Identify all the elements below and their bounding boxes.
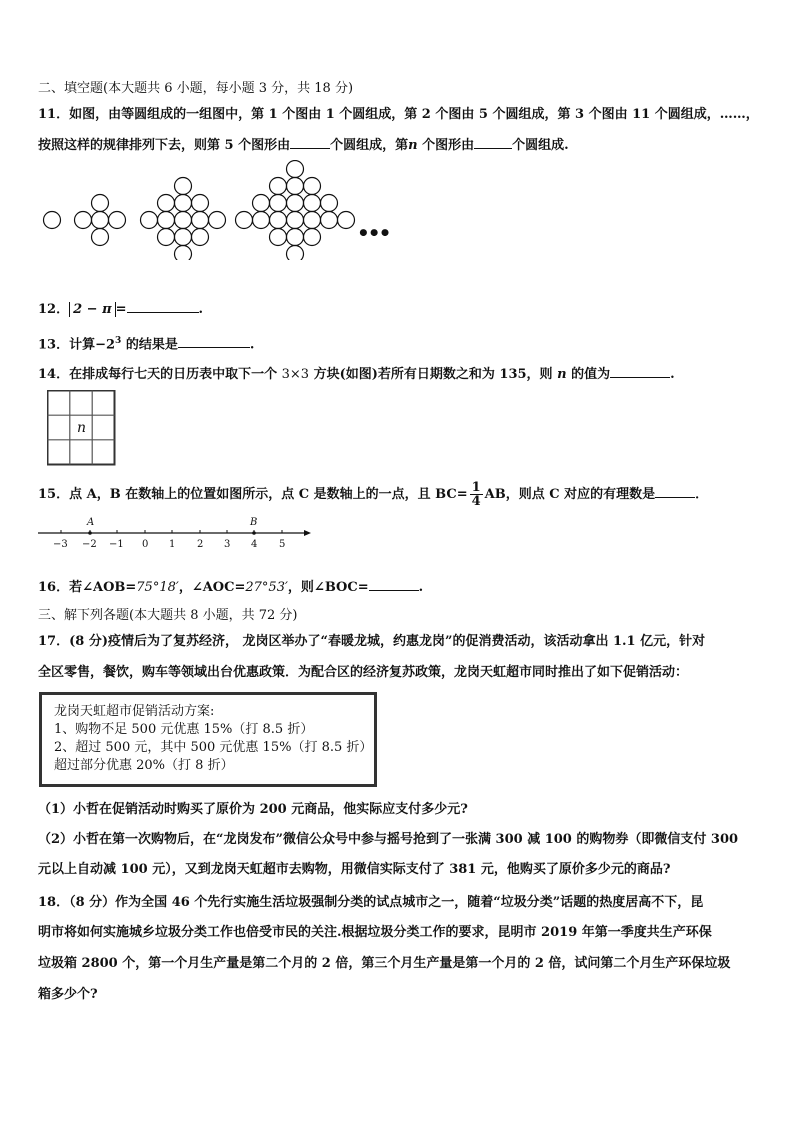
question-17-line-2: 全区零售，餐饮，购车等领域出台优惠政策．为配合区的经济复苏政策，龙岗天虹超市同时推出了如下促销活动：	[38, 665, 689, 680]
section-heading: 二、填空题(本大题共 6 小题，每小题 3 分，共 18 分)	[38, 81, 354, 96]
question-16: 16．若∠AOB=75°18′，∠AOC=27°53′，则∠BOC= .	[38, 577, 423, 596]
promotion-title: 龙岗天虹超市促销活动方案:	[54, 704, 215, 719]
question-18-line-3: 垃圾箱 2800 个，第一个月生产量是第二个月的 2 倍，第三个月生产量是第一个月的 2 倍，试问第二个月生产环保垃圾	[38, 956, 731, 971]
tick-label: −1	[109, 539, 124, 550]
question-12: 12． 2 − π = .	[38, 299, 203, 318]
tick-label: 5	[279, 539, 286, 550]
promotion-box	[39, 692, 377, 787]
ellipsis-dots: •••	[357, 221, 390, 245]
question-13: 13．计算$-2^3$ 的结果是 .	[38, 336, 255, 353]
tick-label: 3	[224, 539, 231, 550]
calendar-grid-figure	[47, 390, 117, 466]
section-heading: 三、解下列各题(本大题共 8 小题，共 72 分)	[38, 608, 298, 623]
tick-label: 1	[169, 539, 176, 550]
tick-label: 0	[142, 539, 149, 550]
pattern-3	[141, 178, 226, 261]
question-11-line-1: 11．如图，由等圆组成的一组图中，第 1 个图由 1 个圆组成，第 2 个图由 5 个圆组成，第 3 个图由 11 个圆组成，……，	[38, 107, 759, 122]
promotion-item: 超过部分优惠 20%（打 8 折）	[54, 758, 234, 773]
circle-pattern-figure	[0, 160, 794, 260]
tick-label: −3	[53, 539, 68, 550]
pattern-4	[236, 161, 355, 261]
question-18-line-4: 箱多少个?	[38, 987, 98, 1002]
tick-label: 4	[251, 539, 258, 550]
question-17-part-2-line-1: （2）小哲在第一次购物后，在“龙岗发布”微信公众号中参与摇号抢到了一张满 300 减 100 的购物券（即微信支付 300	[38, 832, 739, 847]
tick-label: −2	[82, 539, 97, 550]
grid-center-label: n	[77, 420, 87, 436]
point-a-label: A	[87, 517, 95, 528]
question-18-line-2: 明市将如何实施城乡垃圾分类工作也倍受市民的关注.根据垃圾分类工作的要求，昆明市 2019 年第一季度共生产环保	[38, 925, 712, 940]
question-17-part-2-line-2: 元以上自动减 100 元），又到龙岗天虹超市去购物，用微信实际支付了 381 元，他购买了原价多少元的商品?	[38, 862, 671, 877]
question-14: 14．在排成每行七天的日历表中取下一个 3×3 方块(如图)若所有日期数之和为 135，则 n 的值为 .	[38, 364, 675, 383]
tick-label: 2	[197, 539, 204, 550]
point-b-label: B	[250, 517, 258, 528]
question-15: 15．点 A，B 在数轴上的位置如图所示，点 C 是数轴上的一点，且 BC= $\frac{1}{4}$ AB，则点 C 对应的有理数是 ．	[38, 480, 709, 509]
pattern-2	[75, 195, 126, 246]
fraction-one-quarter: $\frac{1}{4}$	[471, 480, 481, 509]
number-line-figure	[36, 512, 326, 554]
question-17-part-1: （1）小哲在促销活动时购买了原价为 200 元商品，他实际应支付多少元?	[38, 802, 468, 817]
pattern-1-circle	[44, 212, 61, 229]
promotion-item: 2、超过 500 元，其中 500 元优惠 15%（打 8.5 折）	[54, 740, 373, 755]
question-17-line-1: 17．(8 分)疫情后为了复苏经济， 龙岗区举办了“春暖龙城，约惠龙岗”的促消费活动，该活动拿出 1.1 亿元，针对	[38, 634, 706, 649]
question-11-line-2: 按照这样的规律排列下去，则第 5 个图形由 个圆组成，第n 个图形由 个圆组成.	[38, 135, 569, 154]
question-18-line-1: 18．（8 分）作为全国 46 个先行实施生活垃圾强制分类的试点城市之一，随着“垃圾分类”话题的热度居高不下，昆	[38, 895, 704, 910]
promotion-item: 1、购物不足 500 元优惠 15%（打 8.5 折）	[54, 722, 314, 737]
